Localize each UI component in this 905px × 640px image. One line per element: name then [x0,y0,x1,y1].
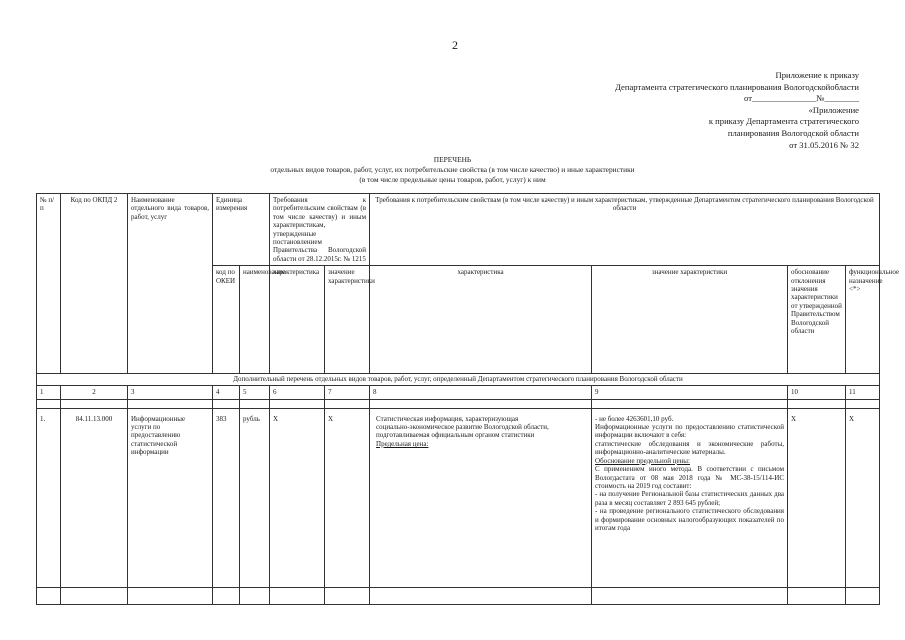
subheader-unit-name: наименование [240,266,270,374]
column-number: 3 [128,385,213,399]
value-line: - на проведение регионального статистического обследования и формирование основных налогообразующих показателей по итогам года [595,507,785,532]
row-c11: X [846,408,880,587]
separator-row [37,399,880,408]
subheader-okei: код по ОКЕИ [213,266,240,374]
subheader-function: функциональное назначение <*> [846,266,880,374]
characteristic-limit-price: Предельная цена: [376,439,429,448]
header-line: к приказу Департамента стратегического [708,116,859,127]
value-line: Обоснование предельной цены: [595,456,690,465]
column-number: 8 [370,385,592,399]
value-line: статистические обследования и экономические работы, информационно-аналитические материалы. [595,439,785,457]
value-line: С применением иного метода. В соответствии с письмом Вологдастата от 08 мая 2018 года № МС-38-15/114-ИС стоимость на 2019 год составит: [595,465,785,490]
header-line: от 31.05.2016 № 32 [789,139,859,150]
col-header-num: № п/п [37,194,61,374]
header-line: Департамента стратегического планирования Вологодскойобласти [615,81,859,92]
approval-header [615,70,859,151]
header-line: планирования Вологодской области [727,127,859,138]
col-header-okpd: Код по ОКПД 2 [61,194,128,374]
row-c7: X [325,408,370,587]
subheader-value: значение характеристики [325,266,370,374]
column-number: 6 [270,385,325,399]
row-characteristic [370,408,592,587]
col-header-unit: Единица измерения [213,194,270,266]
table-row [37,408,880,587]
column-number: 9 [592,385,788,399]
col-header-req-dept: Требования к потребительским свойствам (в том числе качеству) и иным характеристикам, утвержденные Департаментом стратегического планирования Вологодской области [370,194,880,266]
row-c6: X [270,408,325,587]
row-num: 1. [37,408,61,587]
section-title: Дополнительный перечень отдельных видов товаров, работ, услуг, определенный Департаментом стратегического планирования Вологодской области [37,374,880,385]
row-okpd: 84.11.13.000 [61,408,128,587]
header-row [37,194,880,266]
column-number: 11 [846,385,880,399]
header-line: «Приложение [808,104,859,115]
column-number: 10 [788,385,846,399]
title-line: (в том числе предельные цены товаров, работ, услуг) к ним [359,174,546,184]
title-line: ПЕРЕЧЕНЬ [433,155,472,164]
row-okei: 383 [213,408,240,587]
column-number: 2 [61,385,128,399]
title-line: отдельных видов товаров, работ, услуг, их потребительские свойства (в том числе качество) и иные характеристики [270,164,635,174]
document-title [0,155,905,184]
value-line: - на получение Региональной базы статистических данных два раза в месяц составляет 2 893 645 рублей; [595,490,785,507]
section-row [37,374,880,385]
value-line: - не более 4263601,10 руб. [595,414,674,423]
column-number: 7 [325,385,370,399]
characteristic-text: Статистическая информация, характеризующая социально-экономическое развитие Вологодской области, подготавливаемая официальным органом статистики [376,414,549,440]
row-name: Информационные услуги по предоставлению статистической информации [128,408,213,587]
column-number: 1 [37,385,61,399]
col-header-req-gov: Требования к потребительским свойствам (в том числе качеству) и иным характеристикам, утвержденные постановлением Правительства Вологодской области от 28.12.2015г. № 1215 [270,194,370,266]
col-header-name: Наименование отдельного вида товаров, работ, услуг [128,194,213,374]
subheader-char: характеристика [270,266,325,374]
subheader-char-dept: характеристика [370,266,592,374]
header-line: Приложение к приказу [775,70,859,80]
column-number: 4 [213,385,240,399]
row-characteristic-value [592,408,788,587]
value-line: Информационные услуги по предоставлению статистической информации включают в себя: [595,423,785,440]
header-line: от_______________№________ [744,93,859,104]
page-number: 2 [452,38,458,52]
blank-row [37,587,880,604]
subheader-value-dept: значение характеристики [592,266,788,374]
column-number: 5 [240,385,270,399]
row-c10: X [788,408,846,587]
row-unit: рубль [240,408,270,587]
column-numbers-row [37,385,880,399]
subheader-justification: обоснование отклонения значения характеристики от утвержденной Правительством Вологодской области [788,266,846,374]
goods-list-table [36,193,900,605]
